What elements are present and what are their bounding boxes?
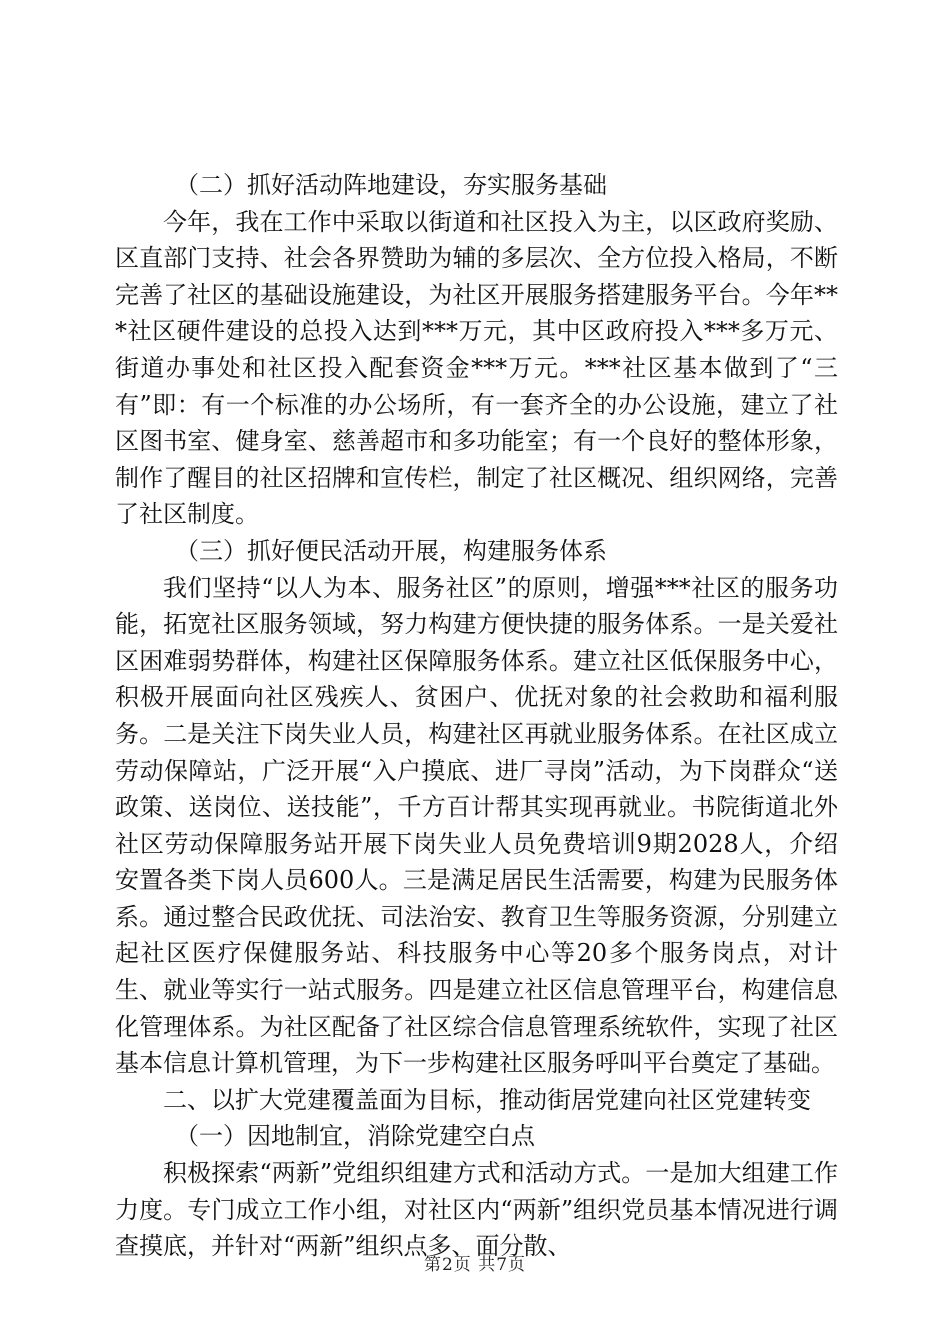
body-paragraph: 今年，我在工作中采取以街道和社区投入为主，以区政府奖励、区直部门支持、社会各界赞助为辅的多层次、全方位投入格局，不断完善了社区的基础设施建设，为社区开展服务搭建服务平台。今年***社区硬件建设的总投入达到***万元，其中区政府投入***多万元、街道办事处和社区投入配套资金***万元。***社区基本做到了“三有”即：有一个标准的办公场所，有一套齐全的办公设施，建立了社区图书室、健身室、慈善超市和多功能室；有一个良好的整体形象，制作了醒目的社区招牌和宣传栏，制定了社区概况、组织网络，完善了社区制度。 — [115, 207, 838, 529]
section-subheading: （三）抓好便民活动开展，构建服务体系 — [175, 536, 607, 565]
section-subheading: （一）因地制宜，消除党建空白点 — [175, 1122, 535, 1151]
section-subheading: （二）抓好活动阵地建设，夯实服务基础 — [175, 171, 607, 199]
body-paragraph: 我们坚持“以人为本、服务社区”的原则，增强***社区的服务功能，拓宽社区服务领域，努力构建方便快捷的服务体系。一是关爱社区困难弱势群体，构建社区保障服务体系。建立社区低保服务中心，积极开展面向社区残疾人、贫困户、优抚对象的社会救助和福利服务。二是关注下岗失业人员，构建社区再就业服务体系。在社区成立劳动保障站，广泛开展“入户摸底、进厂寻岗”活动，为下岗群众“送政策、送岗位、送技能”，千方百计帮其实现再就业。书院街道北外社区劳动保障服务站开展下岗失业人员免费培训9期2028人，介绍安置各类下岗人员600人。三是满足居民生活需要，构建为民服务体系。通过整合民政优抚、司法治安、教育卫生等服务资源，分别建立起社区医疗保健服务站、科技服务中心等20多个服务岗点，对计生、就业等实行一站式服务。四是建立社区信息管理平台，构建信息化管理体系。为社区配备了社区综合信息管理系统软件，实现了社区基本信息计算机管理，为下一步构建社区服务呼叫平台奠定了基础。 — [115, 573, 838, 1078]
page-number-footer: 第2页 共7页 — [423, 1255, 527, 1275]
body-paragraph: 积极探索“两新”党组织组建方式和活动方式。一是加大组建工作力度。专门成立工作小组，对社区内“两新”组织党员基本情况进行调查摸底，并针对“两新”组织点多、面分散、 — [115, 1159, 838, 1261]
section-heading: 二、以扩大党建覆盖面为目标，推动街居党建向社区党建转变 — [163, 1085, 811, 1114]
document-body — [115, 167, 838, 1265]
